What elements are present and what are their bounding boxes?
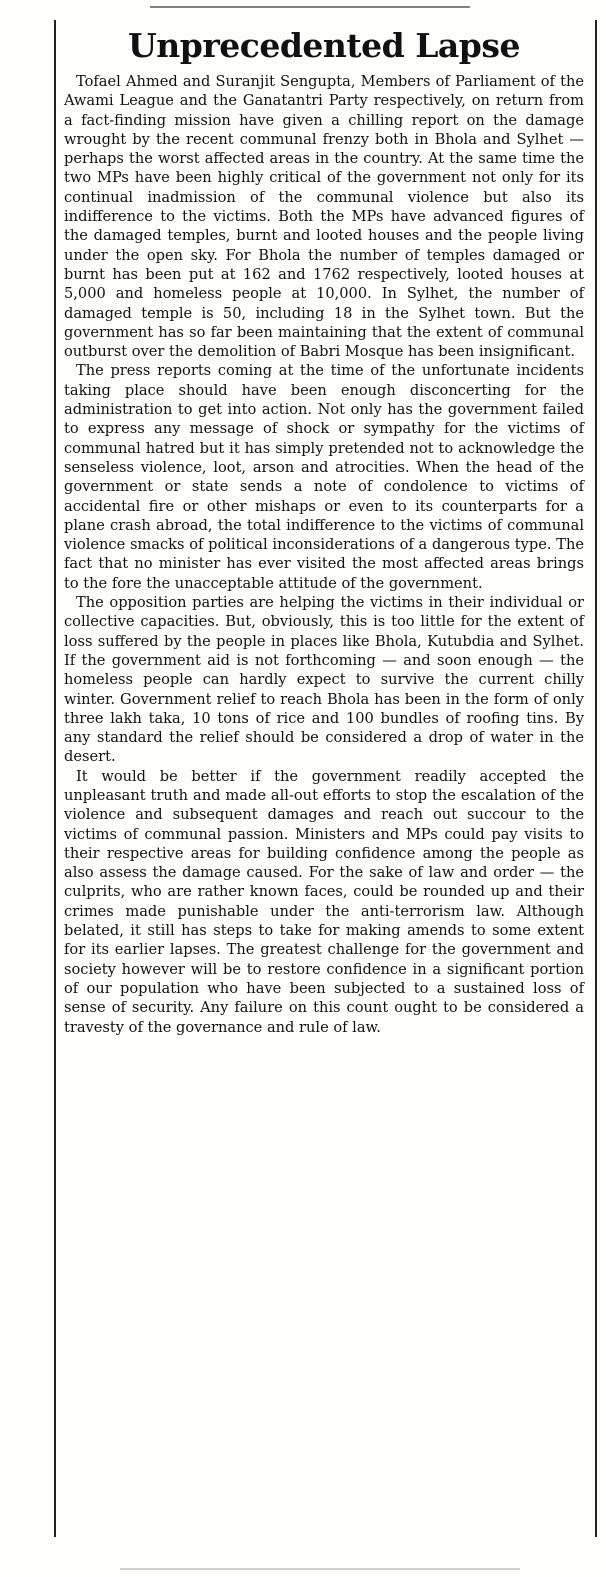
column-rule-right [595,20,597,1537]
bottom-rule-fragment [120,1568,520,1570]
headline: Unprecedented Lapse [128,26,520,65]
masthead-rule-fragment [150,0,470,8]
paragraph-1: Tofael Ahmed and Suranjit Sengupta, Members of Parliament of the Awami League and the Ganatantri Party respectively, on return from a fact-finding mission have given a chilling report on the damage wrought by the recent communal frenzy both in Bhola and Sylhet — perhaps the worst affected areas in the country. At the same time the two MPs have been highly critical of the government not only for its continual inadmission of the communal violence but also its indifference to the victims. Both the MPs have advanced figures of the damaged temples, burnt and looted houses and the people living under the open sky. For Bhola the number of temples damaged or burnt has been put at 162 and 1762 respectively, looted houses at 5,000 and homeless people at 10,000. In Sylhet, the number of damaged temple is 50, including 18 in the Sylhet town. But the government has so far been maintaining that the extent of communal outburst over the demolition of Babri Mosque has been insignificant. [64,73,584,361]
paragraph-3: The opposition parties are helping the victims in their individual or collective capacities. But, obviously, this is too little for the extent of loss suffered by the people in places like Bhola, Kutubdia and Sylhet. If the government aid is not forthcoming — and soon enough — the homeless people can hardly expect to survive the current chilly winter. Government relief to reach Bhola has been in the form of only three lakh taka, 10 tons of rice and 100 bundles of roofing tins. By any standard the relief should be considered a drop of water in the desert. [64,594,584,766]
paragraph-4: It would be better if the government readily accepted the unpleasant truth and made all-out efforts to stop the escalation of the violence and subsequent damages and reach out succour to the victims of communal passion. Ministers and MPs could pay visits to their respective areas for building confidence among the people as also assess the damage caused. For the sake of law and order — the culprits, who are rather known faces, could be rounded up and their crimes made punishable under the anti-terrorism law. Although belated, it still has steps to take for making amends to some extent for its earlier lapses. The greatest challenge for the government and society however will be to restore confidence in a significant portion of our population who have been subjected to a sustained loss of sense of security. Any failure on this count ought to be considered a travesty of the governance and rule of law. [64,767,584,1036]
editorial-article [64,24,584,1037]
column-rule-left [54,20,56,1537]
paragraph-2: The press reports coming at the time of the unfortunate incidents taking place should have been enough disconcerting for the administration to get into action. Not only has the government failed to express any message of shock or sympathy for the victims of communal hatred but it has simply pretended not to acknowledge the senseless violence, loot, arson and atrocities. When the head of the government or state sends a note of condolence to victims of accidental fire or other mishaps or even to its counterparts for a plane crash abroad, the total indifference to the victims of communal violence smacks of political inconsiderations of a dangerous type. The fact that no minister has ever visited the most affected areas brings to the fore the unacceptable attitude of the government. [64,362,584,592]
